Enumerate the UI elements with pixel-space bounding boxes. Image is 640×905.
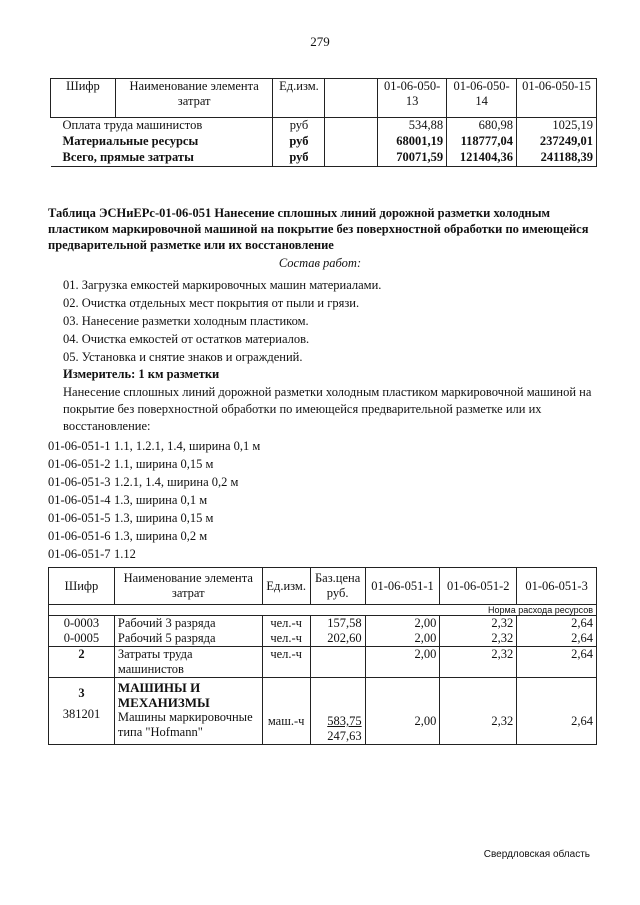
- cost-summary-table: [50, 78, 597, 167]
- row-value: 1025,19: [517, 118, 597, 135]
- row-unit: руб: [273, 134, 325, 150]
- header-cell: [325, 79, 378, 118]
- group-code: 3: [78, 686, 85, 700]
- header-cell: Наименование элемента затрат: [114, 568, 262, 605]
- table-row: 2 Затраты труда машинистов чел.-ч 2,00 2,32 2,64: [49, 647, 597, 678]
- row-value: 70071,59: [378, 150, 447, 167]
- group-name: МАШИНЫ И МЕХАНИЗМЫ: [117, 680, 210, 710]
- resource-norms-table: [48, 567, 597, 745]
- table-row: 0-0003 Рабочий 3 разряда чел.-ч 157,58 2,00 2,32 2,64: [49, 616, 597, 632]
- row-name: Материальные ресурсы: [51, 134, 273, 150]
- header-cell: 01-06-051-2: [440, 568, 517, 605]
- footer-region: Свердловская область: [483, 849, 590, 860]
- machine-price-2: 247,63: [327, 729, 362, 743]
- table-header-row: [49, 568, 597, 605]
- norm-label: Норма расхода ресурсов: [49, 605, 597, 616]
- code-item: 01-06-051-7 1.12: [48, 547, 136, 561]
- machine-price: 583,75: [327, 714, 362, 728]
- header-cell: 01-06-051-3: [517, 568, 597, 605]
- header-cell: 01-06-050-15: [517, 79, 597, 118]
- work-item: 05. Установка и снятие знаков и ограждений.: [63, 350, 303, 364]
- work-item: 02. Очистка отдельных мест покрытия от пыли и грязи.: [63, 296, 360, 310]
- row-value: 241188,39: [517, 150, 597, 167]
- machine-unit: маш.-ч: [267, 714, 305, 728]
- work-item: 04. Очистка емкостей от остатков материалов.: [63, 332, 310, 346]
- row-name: Всего, прямые затраты: [51, 150, 273, 167]
- work-item: 01. Загрузка емкостей маркировочных машин материалами.: [63, 278, 382, 292]
- norm-row: [49, 605, 597, 616]
- row-unit: руб: [273, 150, 325, 167]
- code-item: 01-06-051-2 1.1, ширина 0,15 м: [48, 457, 214, 471]
- header-cell: 01-06-050-14: [447, 79, 517, 118]
- row-value: 680,98: [447, 118, 517, 135]
- code-item: 01-06-051-4 1.3, ширина 0,1 м: [48, 493, 208, 507]
- machine-name: Машины маркировочные типа "Hofmann": [117, 710, 253, 739]
- code-item: 01-06-051-5 1.3, ширина 0,15 м: [48, 511, 214, 525]
- header-cell: 01-06-050-13: [378, 79, 447, 118]
- row-value: 237249,01: [517, 134, 597, 150]
- codes-list: [48, 437, 260, 563]
- table-row: 3 381201 МАШИНЫ И МЕХАНИЗМЫ Машины маркировочные типа "Hofmann" маш.-ч 583,75 247,63 2,00 2,32 2,64: [49, 678, 597, 745]
- code-item: 01-06-051-3 1.2.1, 1.4, ширина 0,2 м: [48, 475, 239, 489]
- code-item: 01-06-051-1 1.1, 1.2.1, 1.4, ширина 0,1 м: [48, 439, 261, 453]
- row-value: 121404,36: [447, 150, 517, 167]
- header-cell: 01-06-051-1: [365, 568, 440, 605]
- table-row: 0-0005 Рабочий 5 разряда чел.-ч 202,60 2,00 2,32 2,64: [49, 631, 597, 647]
- header-cell: Шифр: [51, 79, 116, 118]
- header-cell: Наименование элемента затрат: [115, 79, 273, 118]
- row-name: Оплата труда машинистов: [51, 118, 273, 135]
- header-cell: Ед.изм.: [262, 568, 310, 605]
- description: Нанесение сплошных линий дорожной разметки холодным пластиком маркировочной машиной на покрытие без поверхностной обработки по имеющейся предварительной разметке или их восстановление:: [63, 385, 592, 433]
- machine-code: 381201: [62, 707, 101, 721]
- work-heading: Состав работ:: [278, 256, 362, 270]
- table-row: [51, 134, 597, 150]
- table-row: [51, 118, 597, 135]
- table-row: [51, 150, 597, 167]
- row-value: 534,88: [378, 118, 447, 135]
- meter: Измеритель: 1 км разметки: [63, 367, 220, 381]
- works-list: [63, 276, 381, 366]
- table-header-row: [51, 79, 597, 118]
- header-cell: Баз.цена руб.: [310, 568, 365, 605]
- header-cell: Шифр: [49, 568, 115, 605]
- code-item: 01-06-051-6 1.3, ширина 0,2 м: [48, 529, 208, 543]
- page-number: 279: [310, 34, 330, 49]
- section-title: Таблица ЭСНиЕРс-01-06-051 Нанесение сплошных линий дорожной разметки холодным пластиком маркировочной машиной на покрытие без поверхностной обработки по имеющейся предварительной разметке или их восстановление: [48, 206, 589, 252]
- row-value: 118777,04: [447, 134, 517, 150]
- work-item: 03. Нанесение разметки холодным пластиком.: [63, 314, 309, 328]
- row-unit: руб: [273, 118, 325, 135]
- row-value: 68001,19: [378, 134, 447, 150]
- header-cell: Ед.изм.: [273, 79, 325, 118]
